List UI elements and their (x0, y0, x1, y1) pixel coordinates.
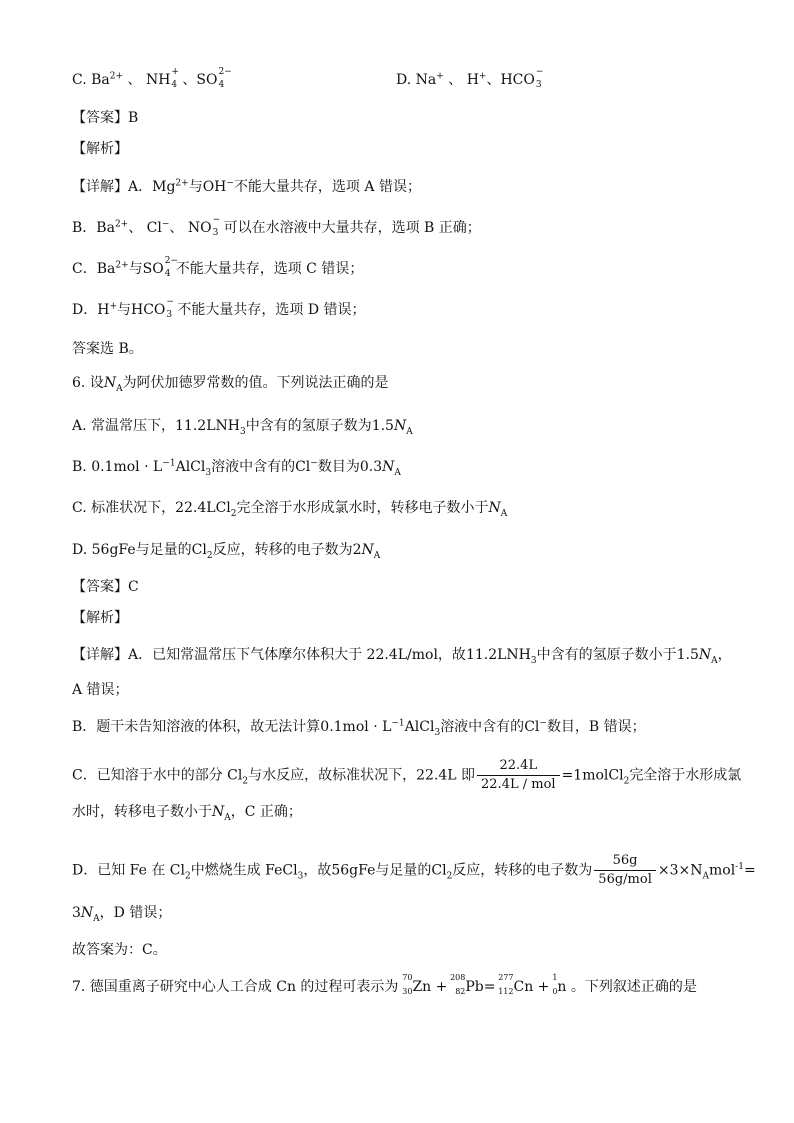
analysis-6-line-a-end: A 错误； (72, 682, 129, 698)
option-d-line: D. Na+ 、 H+、HCO − 3 (396, 67, 544, 90)
question-6-option-a: A. 常温常压下，$11.2LNH_3$中含有的氢原子数为$1.5N_A$ (72, 418, 413, 437)
answer-conclusion: 答案选 B。 (72, 341, 143, 357)
analysis-line-c: C．$Ba^{2+}$与SO 2− 4 不能大量共存，选项 C 错误； (72, 256, 364, 279)
fraction-electrons: $\frac{56g}{\text{56g/mol}}$ (594, 853, 656, 888)
analysis-line-a: 【详解】A．$Mg^{2+}$与OH−不能大量共存，选项 A 错误； (72, 178, 421, 195)
answer-label: 【答案】B (72, 110, 139, 126)
analysis-6-line-d: D．已知 Fe 在 $Cl_2$中燃烧生成 FeCl$_3$，故56gFe与足量的$Cl_2$反应，转移的电子数为 $\frac{56g}{\text{56g/mol}}$ $\times 3\times N_Amol^{-1}=$ (72, 853, 756, 887)
analysis-line-d: D．H+与HCO − 3 不能大量共存，选项 D 错误； (72, 297, 366, 320)
question-6-stem: 6. 设$N_A$为阿伏加德罗常数的值。下列说法正确的是 (72, 375, 389, 394)
question-6-option-c: C. 标准状况下，22.4LCl$_2$完全溶于水形成氯水时，转移电子数小于$N_A$ (72, 500, 508, 519)
analysis-6-line-d-end: $3N_A$，D 错误； (72, 905, 172, 924)
analysis-6-line-c-end: 水时，转移电子数小于$N_A$，C 正确； (72, 804, 302, 823)
analysis-6-line-a: 【详解】A．已知常温常压下气体摩尔体积大于 22.4L/mol，故$11.2LNH_3$中含有的氢原子数小于$1.5N_A$， (72, 647, 732, 666)
analysis-6-line-b: B．题干未告知溶液的体积，故无法计算$0.1mol \cdot L^{-1}AlCl_3$溶液中含有的Cl−数目，B 错误； (72, 718, 646, 738)
analysis-label: 【解析】 (72, 141, 128, 157)
analysis-6-line-c: C．已知溶于水中的部分 $Cl_2$与水反应，故标准状况下，22.4L 即 $\frac{22.4L}{\text{22.4L / mol}}$ =1molCl$_2$完全溶于水形成氯 (72, 758, 742, 792)
answer-conclusion-6: 故答案为：C。 (72, 942, 167, 958)
question-7-stem: 7. 德国重离子研究中心人工合成 Cn 的过程可表示为 70 30 Zn + 208 82 Pb= 277 112 Cn + 1 0 n 。下列叙述正确的是 (72, 973, 697, 996)
answer-label-6: 【答案】C (72, 579, 139, 595)
question-6-option-d: D. 56gFe与足量的$Cl_2$反应，转移的电子数为$2N_A$ (72, 542, 381, 561)
option-c-line: C. $Ba^{2+}$ 、 NH + 4 、SO 2− 4 (72, 67, 232, 90)
analysis-line-b: B．$Ba^{2+}$、 Cl−、 NO − 3 可以在水溶液中大量共存，选项 B 正确； (72, 215, 481, 238)
fraction-moles: $\frac{22.4L}{\text{22.4L / mol}}$ (477, 758, 560, 793)
question-6-option-b: B. $0.1mol \cdot L^{-1}AlCl_3$溶液中含有的Cl−数目为$0.3N_A$ (72, 458, 401, 478)
analysis-label-6: 【解析】 (72, 610, 128, 626)
